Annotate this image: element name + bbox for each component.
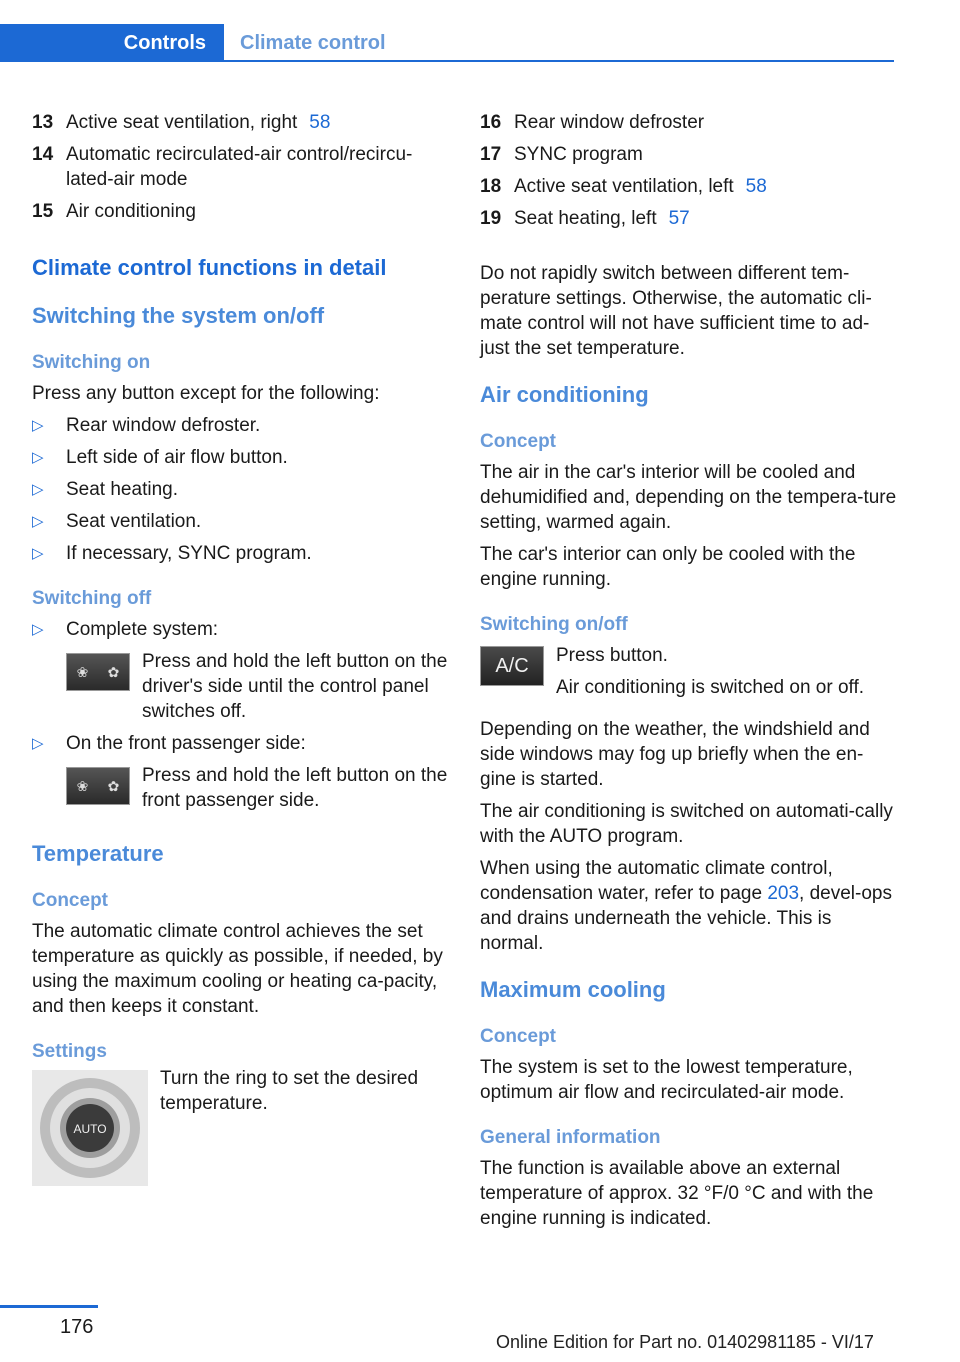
paragraph: When using the automatic climate control, condensation water, refer to page 203, devel-ops and drains underneath the vehicle. This is normal. [480, 858, 892, 954]
fan-off-button-image [66, 767, 130, 805]
ac-button-image: A/C [480, 646, 544, 686]
section-heading: Temperature [32, 841, 164, 866]
list-item: ▷ On the front passenger side: [32, 733, 306, 754]
page-link[interactable]: 58 [309, 112, 331, 133]
triangle-bullet-icon: ▷ [32, 513, 44, 530]
fan-icon: ❀ [76, 777, 89, 794]
left-column: 13 Active seat ventilation, right 58 14 Automatic recirculated-air control/recircu-lated-air mode 15 Air conditioning Climate control functions in detail Switching the system on/off Switching on Press any button except for the following: ▷ Rear window defroster. ▷ Left side of air flow button. ▷ Seat heating. ▷ Seat ventilation. ▷ If necessary, SYNC program. Switching off ▷ Complete system: ❀ ✿ Press and hold the left button on the driver's side until the control panel switches off. ▷ On the front passenger side: ❀ ✿ Press and hold the left button on the front passenger side. Temperature Concept The automatic climate control achieves the set temperature as quickly as possible, if needed, by using the maximum cooling or heating ca-pacity, and then keeps it constant. Settings AUTO Turn the ring to set the desired temperature. [32, 110, 450, 1186]
header-tab-climate-control[interactable]: Climate control [240, 31, 386, 54]
subheading: Settings [32, 1041, 107, 1062]
header-tab-controls[interactable]: Controls [0, 24, 224, 62]
triangle-bullet-icon: ▷ [32, 481, 44, 498]
list-item: 16 Rear window defroster [480, 112, 705, 133]
list-item: ▷ Seat ventilation. [32, 511, 202, 532]
paragraph: Do not rapidly switch between different tem-perature settings. Otherwise, the automatic cli-mate control will not have sufficient time to ad-just the set temperature. [480, 263, 872, 359]
fan-icon: ✿ [107, 663, 120, 680]
paragraph: The system is set to the lowest temperature, optimum air flow and recirculated-air mode. [480, 1057, 853, 1103]
auto-knob-icon [35, 1073, 145, 1183]
right-column: 16 Rear window defroster 17 SYNC program 18 Active seat ventilation, left 58 19 Seat heating, left 57 Do not rapidly switch between different tem-perature settings. Otherwise, the automatic cli-mate control will not have sufficient time to ad-just the set temperature. Air conditioning Concept The air in the car's interior will be cooled and dehumidified and, depending on the tempera-ture setting, warmed again. The car's interior can only be cooled with the engine running. Switching on/off A/C Press button. Air conditioning is switched on or off. Depending on the weather, the windshield and side windows may fog up briefly when the en-gine is started. The air conditioning is switched on automati-cally with the AUTO program. When using the automatic climate control, condensation water, refer to page 203, devel-ops and drains underneath the vehicle. This is normal. Maximum cooling Concept The system is set to the lowest temperature, optimum air flow and recirculated-air mode. General information The function is available above an external temperature of approx. 32 °F/0 °C and with the engine running is indicated. [480, 112, 897, 1229]
triangle-bullet-icon: ▷ [32, 621, 44, 638]
list-item: 19 Seat heating, left 57 [480, 208, 690, 229]
triangle-bullet-icon: ▷ [32, 417, 44, 434]
paragraph: Turn the ring to set the desired temperature. [160, 1068, 419, 1114]
section-heading: Maximum cooling [480, 977, 666, 1002]
paragraph: The function is available above an external temperature of approx. 32 °F/0 °C and with the engine running is indicated. [480, 1158, 874, 1229]
subheading: General information [480, 1127, 661, 1148]
paragraph: The automatic climate control achieves the set temperature as quickly as possible, if needed, by using the maximum cooling or heating ca-pacity, and then keeps it constant. [32, 921, 443, 1017]
triangle-bullet-icon: ▷ [32, 545, 44, 562]
page-link[interactable]: 203 [767, 883, 800, 904]
list-item: 15 Air conditioning [32, 201, 196, 222]
fan-icon: ✿ [107, 777, 120, 794]
subheading: Switching off [32, 588, 152, 609]
paragraph: Depending on the weather, the windshield and side windows may fog up briefly when the en-gine is started. [480, 719, 870, 790]
list-item: 14 Automatic recirculated-air control/recircu-lated-air mode [32, 144, 413, 190]
list-item: ▷ If necessary, SYNC program. [32, 543, 312, 564]
subheading: Concept [480, 431, 556, 452]
fan-off-button-image [66, 653, 130, 691]
list-item: 18 Active seat ventilation, left 58 [480, 176, 767, 197]
paragraph: The air conditioning is switched on automati-cally with the AUTO program. [480, 801, 893, 847]
svg-text:AUTO: AUTO [73, 1122, 107, 1136]
list-item: 17 SYNC program [480, 144, 643, 165]
subheading: Concept [32, 890, 108, 911]
page-link[interactable]: 58 [745, 176, 767, 197]
paragraph: The car's interior can only be cooled with the engine running. [480, 544, 856, 590]
subheading: Switching on [32, 352, 151, 373]
fan-icon: ❀ [76, 663, 89, 680]
list-item: ▷ Seat heating. [32, 479, 178, 500]
list-item: ▷ Rear window defroster. [32, 415, 261, 436]
footer-divider [0, 1305, 98, 1308]
page-link[interactable]: 57 [668, 208, 690, 229]
triangle-bullet-icon: ▷ [32, 449, 44, 466]
section-title: Climate control functions in detail [32, 255, 387, 280]
paragraph: The air in the car's interior will be cooled and dehumidified and, depending on the tempera-ture setting, warmed again. [480, 462, 897, 533]
paragraph: Press any button except for the following: [32, 383, 380, 404]
list-item: ▷ Complete system: [32, 619, 219, 640]
subheading: Concept [480, 1026, 556, 1047]
bullet-list [32, 413, 450, 566]
page-number: 176 [60, 1316, 94, 1338]
subheading: Switching on/off [480, 614, 628, 635]
header-divider [224, 60, 894, 62]
section-heading: Switching the system on/off [32, 303, 325, 328]
section-heading: Air conditioning [480, 382, 649, 407]
edition-note: Online Edition for Part no. 01402981185 - VI/17 [496, 1332, 874, 1352]
list-item: 13 Active seat ventilation, right 58 [32, 112, 331, 133]
list-item: ▷ Left side of air flow button. [32, 447, 288, 468]
temperature-ring-image [32, 1070, 148, 1186]
triangle-bullet-icon: ▷ [32, 735, 44, 752]
